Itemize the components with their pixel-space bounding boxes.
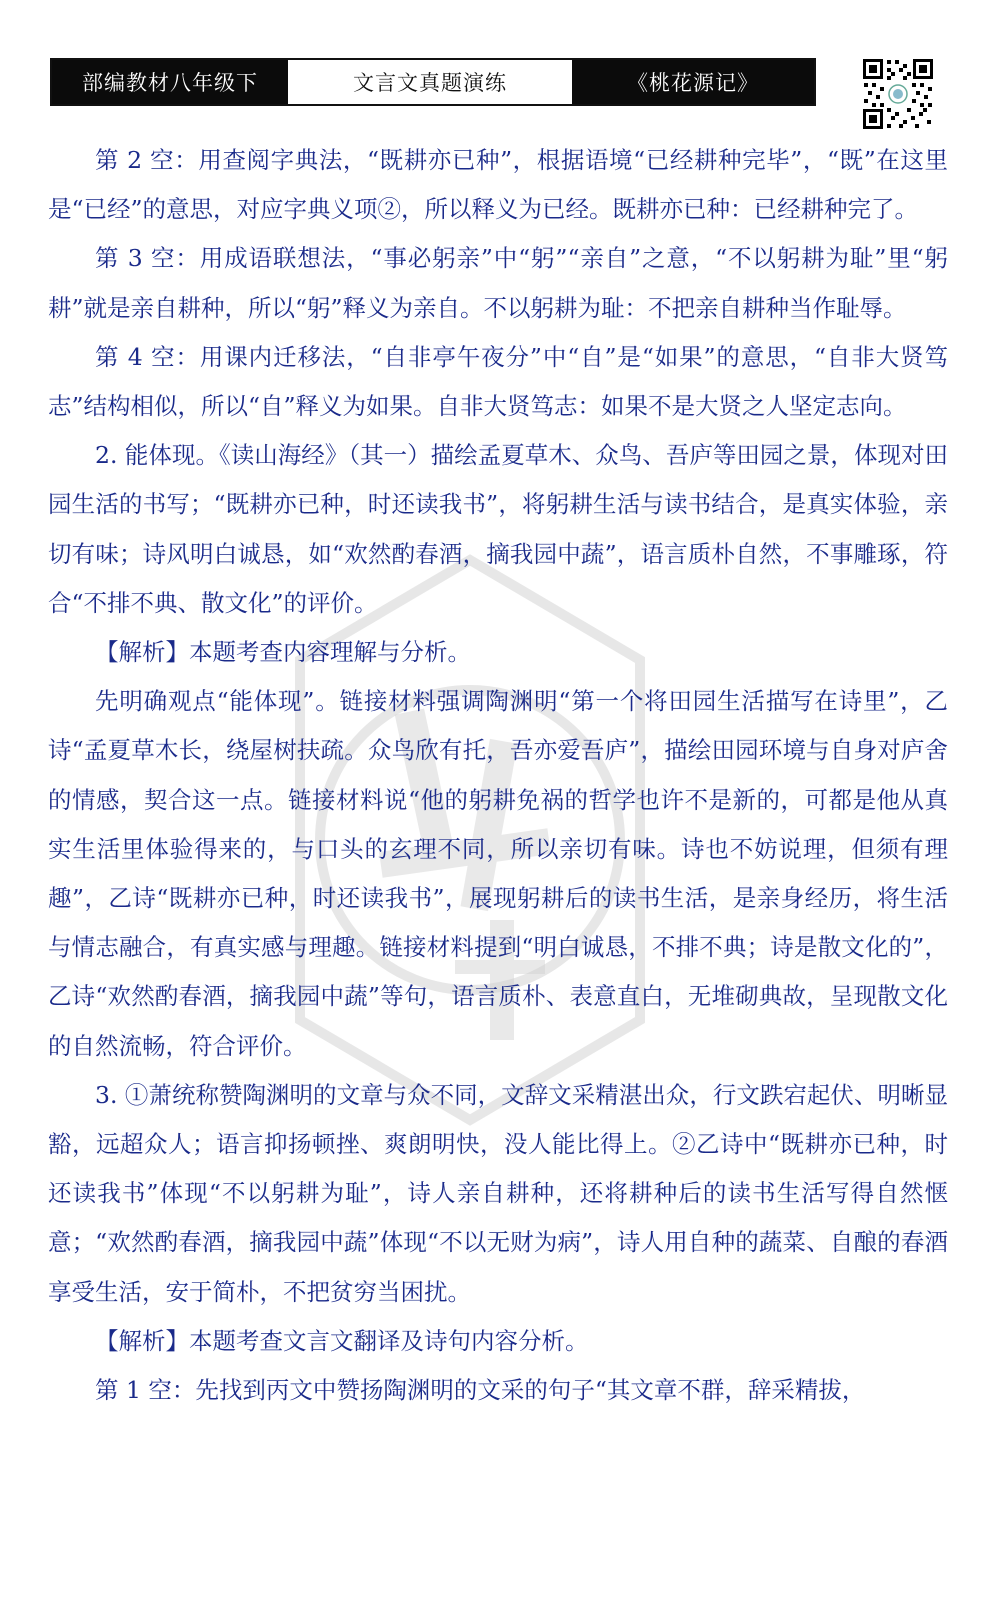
paragraph-blank-4: 第 4 空：用课内迁移法，“自非亭午夜分”中“自”是“如果”的意思，“自非大贤笃志”结构相似，所以“自”释义为如果。自非大贤笃志：如果不是大贤之人坚定志向。 [48,342,948,421]
paragraph-analysis-2-detail: 先明确观点“能体现”。链接材料强调陶渊明“第一个将田园生活描写在诗里”，乙诗“孟夏草木长，绕屋树扶疏。众鸟欣有托，吾亦爱吾庐”，描绘田园环境与自身对庐舍的情感，契合这一点。链接材料说“他的躬耕免祸的哲学也许不是新的，可都是他从真实生活里体验得来的，与口头的玄理不同，所以亲切有味。诗也不妨说理，但须有理趣”，乙诗“既耕亦已种，时还读我书”，展现躬耕后的读书生活，是亲身经历，将生活与情志融合，有真实感与理趣。链接材料提到“明白诚恳，不排不典；诗是散文化的”，乙诗“欢然酌春酒，摘我园中蔬”等句，语言质朴、表意直白，无堆砌典故，呈现散文化的自然流畅，符合评价。 [48,687,948,1060]
paragraph-analysis-3: 【解析】本题考查文言文翻译及诗句内容分析。 [95,1326,589,1355]
paragraph-answer-2: 2. 能体现。《读山海经》（其一）描绘孟夏草木、众鸟、吾庐等田园之景，体现对田园生活的书写；“既耕亦已种，时还读我书”，将躬耕生活与读书结合，是真实体验，亲切有味；诗风明白诚恳，如“欢然酌春酒，摘我园中蔬”，语言质朴自然，不事雕琢，符合“不排不典、散文化”的评价。 [48,441,948,617]
paragraph-blank-2: 第 2 空：用查阅字典法，“既耕亦已种”，根据语境“已经耕种完毕”，“既”在这里是“已经”的意思，对应字典义项②，所以释义为已经。既耕亦已种：已经耕种完了。 [48,146,948,224]
paragraph-answer-3: 3. ①萧统称赞陶渊明的文章与众不同，文辞文采精湛出众，行文跌宕起伏、明晰显豁，远超众人；语言抑扬顿挫、爽朗明快，没人能比得上。②乙诗中“既耕亦已种，时还读我书”体现“不以躬耕为耻”，诗人亲自耕种，还将耕种后的读书生活写得自然惬意；“欢然酌春酒，摘我园中蔬”体现“不以无财为病”，诗人用自种的蔬菜、自酿的春酒享受生活，安于简朴，不把贫穷当困扰。 [48,1080,948,1306]
header-grade-label: 部编教材八年级下 [52,60,288,104]
qr-code-icon[interactable] [862,58,934,130]
header-lesson-title: 《桃花源记》 [572,60,814,104]
answer-text-body [48,136,948,1415]
header-section-title: 文言文真题演练 [288,60,572,104]
paragraph-analysis-2: 【解析】本题考查内容理解与分析。 [95,638,471,667]
paragraph-blank-1: 第 1 空：先找到丙文中赞扬陶渊明的文采的句子“其文章不群，辞采精拔， [95,1376,866,1405]
page-header [50,58,816,106]
paragraph-blank-3: 第 3 空：用成语联想法，“事必躬亲”中“躬”“亲自”之意，“不以躬耕为耻”里“躬耕”就是亲自耕种，所以“躬”释义为亲自。不以躬耕为耻：不把亲自耕种当作耻辱。 [48,244,948,322]
